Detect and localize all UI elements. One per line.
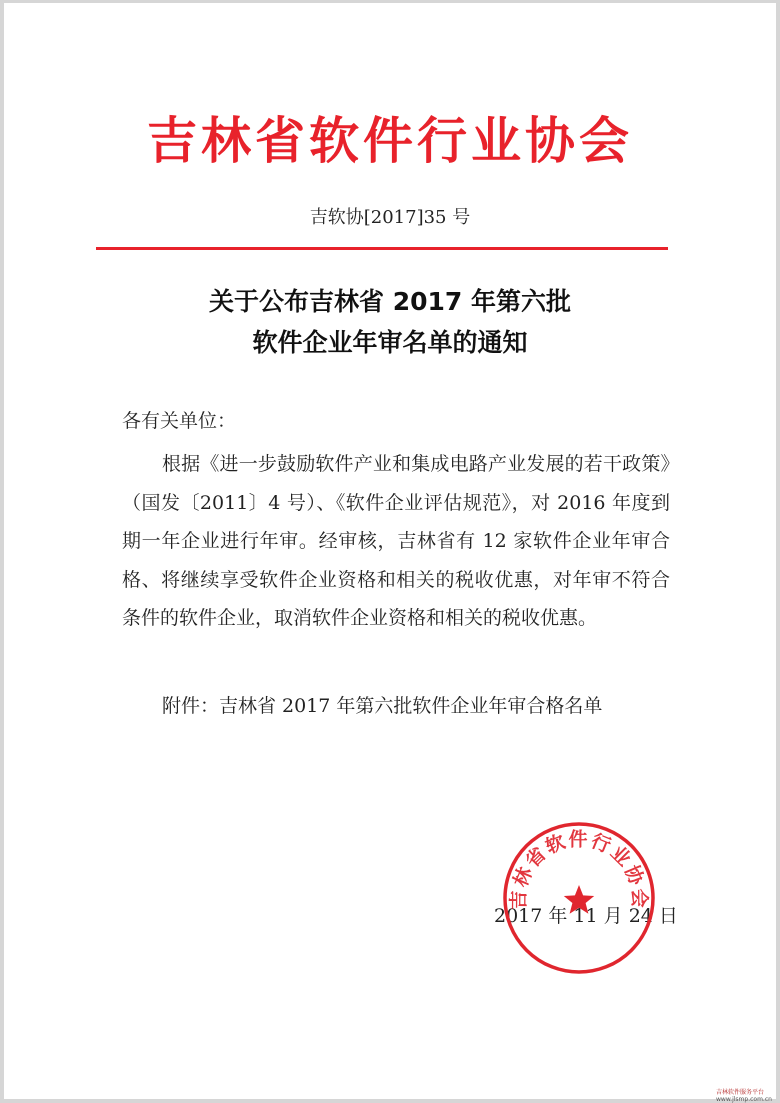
issue-date: 2017 年 11 月 24 日	[494, 905, 678, 927]
document-number: 吉软协[2017]35 号	[309, 207, 471, 228]
seal-star-icon	[564, 885, 594, 914]
notice-title-line-2: 软件企业年审名单的通知	[252, 328, 528, 357]
notice-title	[4, 281, 776, 363]
watermark-name: 吉林软件服务平台	[716, 1089, 765, 1096]
watermark-logo	[716, 1089, 772, 1103]
seal-text: 吉林省软件行业协会	[507, 828, 651, 910]
notice-title-line-1: 关于公布吉林省 2017 年第六批	[209, 287, 571, 316]
salutation: 各有关单位：	[122, 410, 237, 432]
body-paragraph: 根据《进一步鼓励软件产业和集成电路产业发展的若干政策》（国发〔2011〕4 号）、《软件企业评估规范》，对 2016 年度到期一年企业进行年审。经审核，吉林省有 12 家软件企业年审合格、将继续享受软件企业资格和相关的税收优惠，对年审不符合条件的软件企业，取消软件企业资格和相关的税收优惠。	[122, 453, 670, 630]
watermark-url: www.jlsmp.com.cn	[716, 1096, 772, 1103]
red-divider	[96, 247, 668, 250]
attachment-line: 附件：吉林省 2017 年第六批软件企业年审合格名单	[162, 695, 603, 717]
document-page	[4, 3, 776, 1103]
official-seal	[500, 819, 658, 977]
organization-title: 吉林省软件行业协会	[147, 112, 633, 170]
